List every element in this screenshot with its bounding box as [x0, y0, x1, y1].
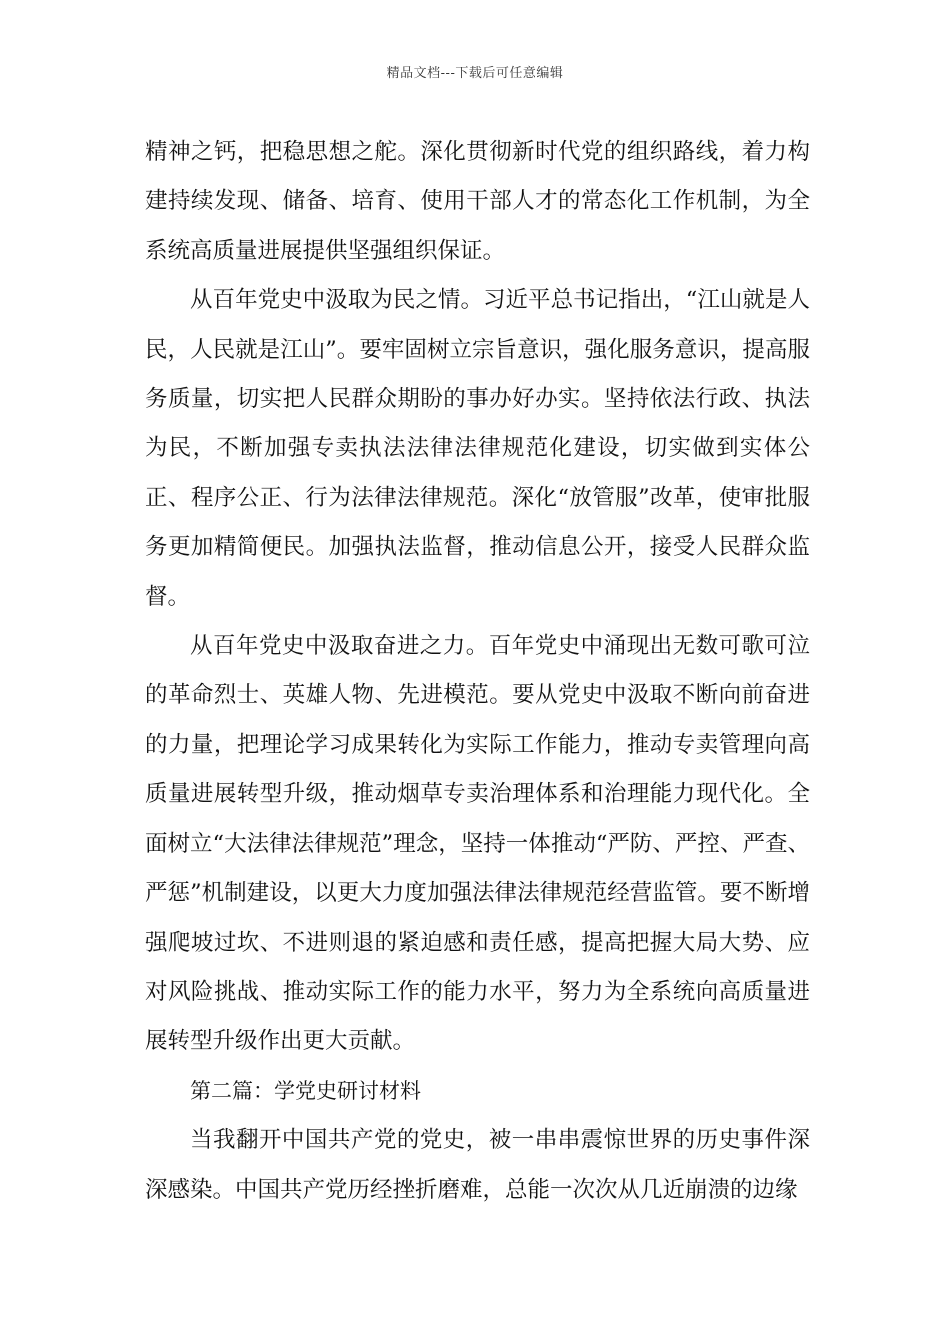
document-body: [145, 128, 810, 1215]
paragraph-strength: 从百年党史中汲取奋进之力。百年党史中涌现出无数可歌可泣的革命烈士、英雄人物、先进模范。要从党史中汲取不断向前奋进的力量，把理论学习成果转化为实际工作能力，推动专卖管理向高质量进展转型升级，推动烟草专卖治理体系和治理能力现代化。全面树立“大法律法律规范”理念，坚持一体推动“严防、严控、严查、严惩”机制建设，以更大力度加强法律法律规范经营监管。要不断增强爬坡过坎、不进则退的紧迫感和责任感，提高把握大局大势、应对风险挑战、推动实际工作的能力水平，努力为全系统向高质量进展转型升级作出更大贡献。: [145, 633, 810, 1055]
paragraph-intro: 当我翻开中国共产党的党史，被一串串震惊世界的历史事件深深感染。中国共产党历经挫折磨难，总能一次次从几近崩溃的边缘: [145, 1127, 810, 1203]
paragraph-people: 从百年党史中汲取为民之情。习近平总书记指出，“江山就是人民，人民就是江山”。要牢固树立宗旨意识，强化服务意识，提高服务质量，切实把人民群众期盼的事办好办实。坚持依法行政、执法为民，不断加强专卖执法法律法律规范化建设，切实做到实体公正、程序公正、行为法律法律规范。深化“放管服”改革，使审批服务更加精简便民。加强执法监督，推动信息公开，接受人民群众监督。: [145, 287, 810, 610]
page-header: 精品文档---下载后可任意编辑: [386, 66, 564, 81]
paragraph-continuation: 精神之钙，把稳思想之舵。深化贯彻新时代党的组织路线，着力构建持续发现、储备、培育、使用干部人才的常态化工作机制，为全系统高质量进展提供坚强组织保证。: [145, 139, 810, 264]
section-heading: 第二篇：学党史研讨材料: [190, 1078, 421, 1103]
